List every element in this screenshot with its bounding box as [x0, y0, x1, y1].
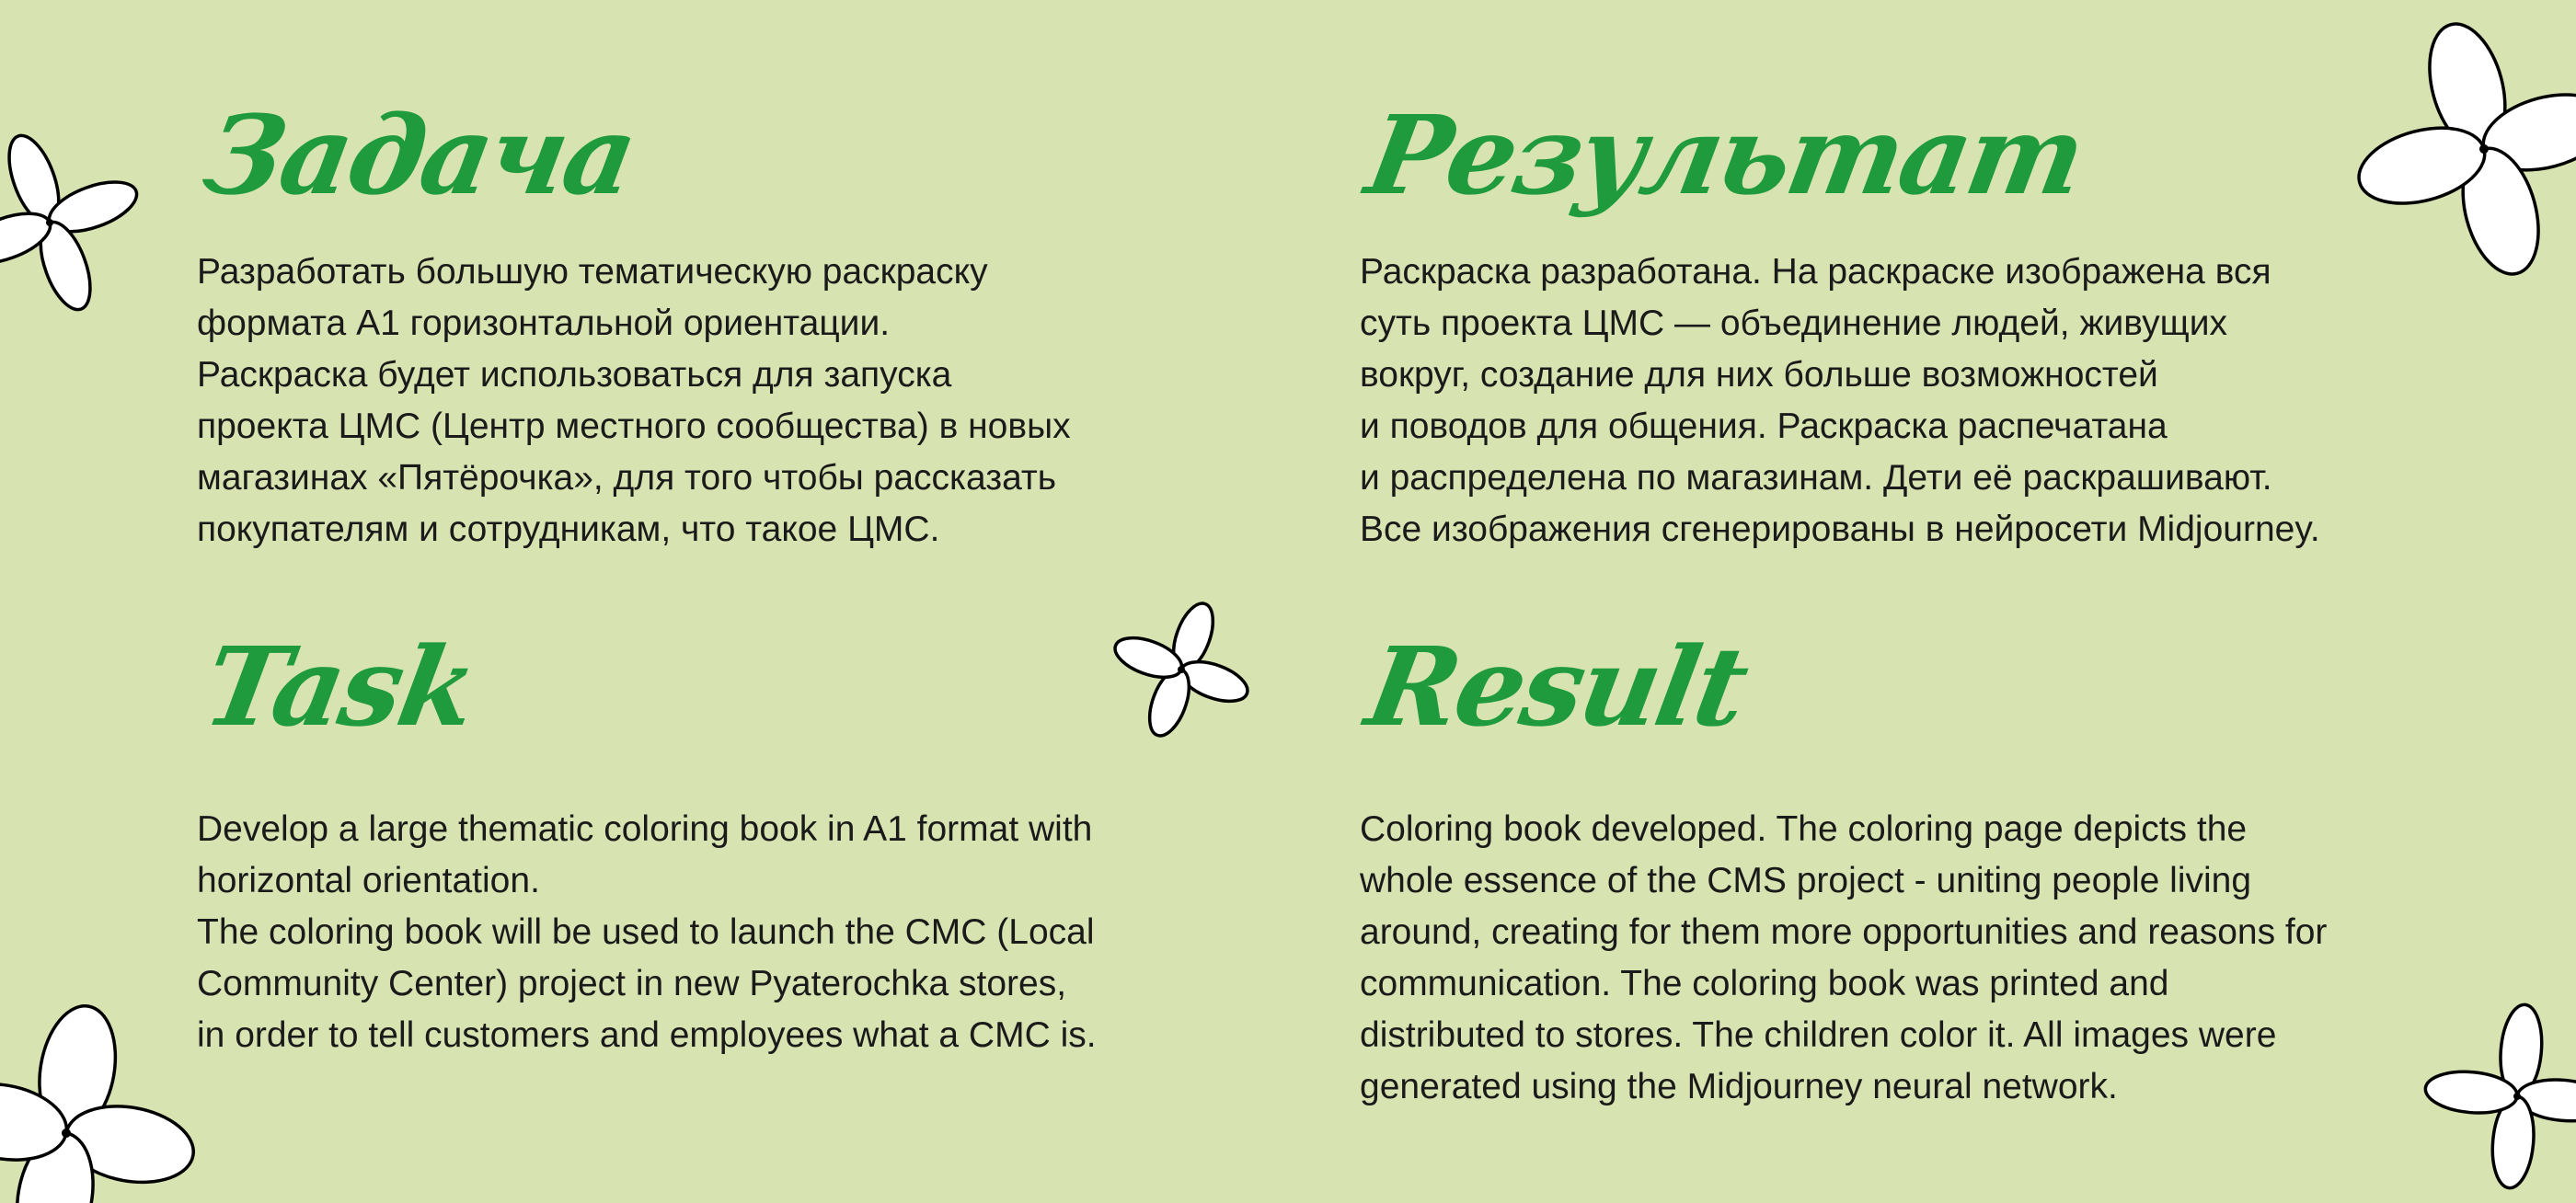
flower-icon — [2517, 1096, 2518, 1097]
body-line: whole essence of the CMS project - uniting people living — [1360, 861, 2252, 900]
section-heading: Task — [195, 623, 484, 750]
section-heading: Результат — [1358, 91, 2092, 219]
body-line: проекта ЦМС (Центр местного сообщества) в новых — [197, 407, 1071, 446]
section-body — [1360, 246, 2418, 556]
body-line: и распределена по магазинам. Дети её раскрашивают. — [1360, 458, 2272, 498]
body-line: distributed to stores. The children color it. All images were — [1360, 1015, 2277, 1055]
body-line: магазинах «Пятёрочка», для того чтобы рассказать — [197, 458, 1057, 498]
body-line: и поводов для общения. Раскраска распечатана — [1360, 407, 2168, 446]
body-line: Develop a large thematic coloring book in A1 format with — [197, 809, 1093, 849]
body-line: формата А1 горизонтальной ориентации. — [197, 304, 891, 343]
flower-icon — [2484, 149, 2485, 150]
task-section-en — [195, 623, 1255, 1061]
section-heading: Result — [1358, 623, 1755, 750]
section-body — [197, 804, 1255, 1061]
body-line: The coloring book will be used to launch the CMC (Local — [197, 912, 1095, 952]
body-line: покупателям и сотрудникам, что такое ЦМС. — [197, 510, 940, 549]
body-line: communication. The coloring book was printed and — [1360, 964, 2169, 1003]
body-line: in order to tell customers and employees what a CMC is. — [197, 1015, 1097, 1055]
section-heading: Задача — [195, 91, 644, 219]
section-body — [1360, 804, 2418, 1113]
body-line: суть проекта ЦМС — объединение людей, живущих — [1360, 304, 2228, 343]
body-line: Community Center) project in new Pyaterochka stores, — [197, 964, 1067, 1003]
body-line: Все изображения сгенерированы в нейросети Midjourney. — [1360, 510, 2320, 549]
body-line: Разработать большую тематическую раскраску — [197, 252, 988, 292]
result-section-en — [1358, 623, 2418, 1113]
body-line: generated using the Midjourney neural network. — [1360, 1067, 2118, 1106]
body-line: Раскраска разработана. На раскраске изображена вся — [1360, 252, 2271, 292]
body-line: around, creating for them more opportunities and reasons for — [1360, 912, 2328, 952]
section-body — [197, 246, 1255, 556]
task-section-ru — [195, 91, 1255, 556]
flower-icon — [66, 1133, 67, 1134]
body-line: Раскраска будет использоваться для запуска — [197, 355, 952, 395]
result-section-ru — [1358, 91, 2418, 556]
body-line: Coloring book developed. The coloring page depicts the — [1360, 809, 2248, 849]
body-line: horizontal orientation. — [197, 861, 540, 900]
body-line: вокруг, создание для них больше возможностей — [1360, 355, 2158, 395]
